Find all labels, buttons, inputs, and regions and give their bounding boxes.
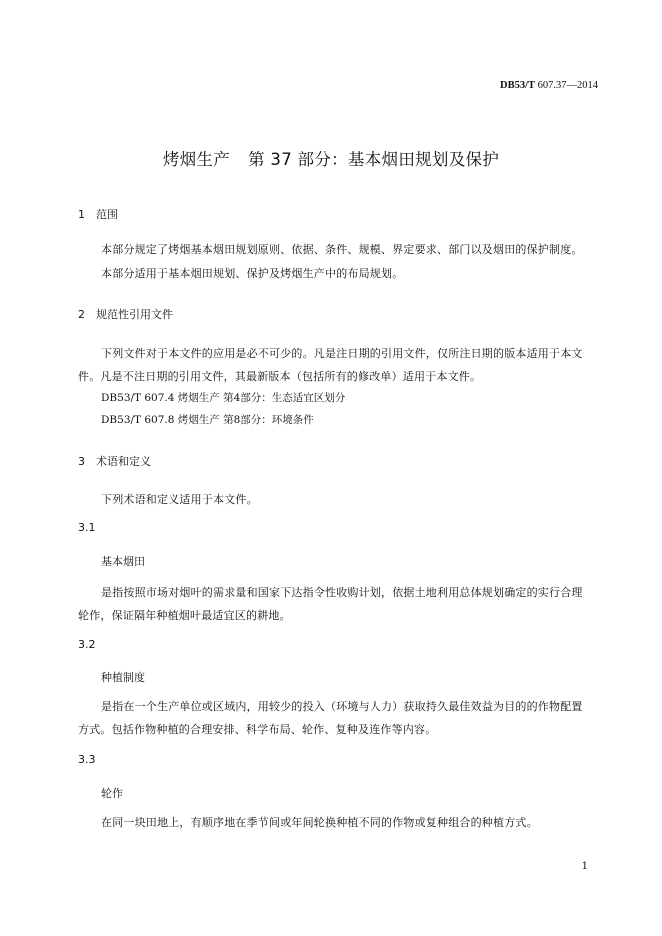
- page-number: 1: [581, 861, 588, 872]
- term-3-1-number: 3.1: [78, 521, 96, 534]
- section-2-para-line-1: 下列文件对于本文件的应用是必不可少的。凡是注日期的引用文件，仅所注日期的版本适用于本文: [101, 347, 583, 360]
- term-3-2-definition-line-1: 是指在一个生产单位或区域内，用较少的投入（环境与人力）获取持久最佳效益为目的的作物配置: [101, 700, 583, 713]
- term-3-3-title: 轮作: [101, 787, 123, 800]
- section-3-heading: 3 术语和定义: [78, 455, 151, 468]
- section-3-intro: 下列术语和定义适用于本文件。: [101, 493, 258, 506]
- term-3-3-definition-line-1: 在同一块田地上，有顺序地在季节间或年间轮换种植不同的作物或复种组合的种植方式。: [101, 816, 538, 829]
- section-1-heading: 1 范围: [78, 208, 118, 221]
- section-2-heading: 2 规范性引用文件: [78, 308, 173, 321]
- normative-reference-1: DB53/T 607.4 烤烟生产 第4部分：生态适宜区划分: [101, 392, 346, 404]
- term-3-1-definition-line-2: 轮作，保证隔年种植烟叶最适宜区的耕地。: [78, 609, 291, 622]
- section-1-para-1: 本部分规定了烤烟基本烟田规划原则、依据、条件、规模、界定要求、部门以及烟田的保护制度。: [101, 243, 583, 256]
- term-3-1-definition-line-1: 是指按照市场对烟叶的需求量和国家下达指令性收购计划，依据土地利用总体规划确定的实行合理: [101, 586, 583, 599]
- document-title: 烤烟生产 第 37 部分：基本烟田规划及保护: [162, 150, 500, 169]
- term-3-2-definition-line-2: 方式。包括作物种植的合理安排、科学布局、轮作、复种及连作等内容。: [78, 723, 437, 736]
- term-3-2-title: 种植制度: [101, 671, 145, 684]
- term-3-2-number: 3.2: [78, 638, 96, 651]
- standard-code: DB53/T 607.37—2014: [499, 80, 598, 91]
- term-3-1-title: 基本烟田: [101, 555, 145, 568]
- section-1-para-2: 本部分适用于基本烟田规划、保护及烤烟生产中的布局规划。: [101, 267, 404, 280]
- normative-reference-2: DB53/T 607.8 烤烟生产 第8部分：环境条件: [101, 414, 314, 426]
- term-3-3-number: 3.3: [78, 753, 96, 766]
- section-2-para-line-2: 件。凡是不注日期的引用文件，其最新版本（包括所有的修改单）适用于本文件。: [78, 370, 482, 383]
